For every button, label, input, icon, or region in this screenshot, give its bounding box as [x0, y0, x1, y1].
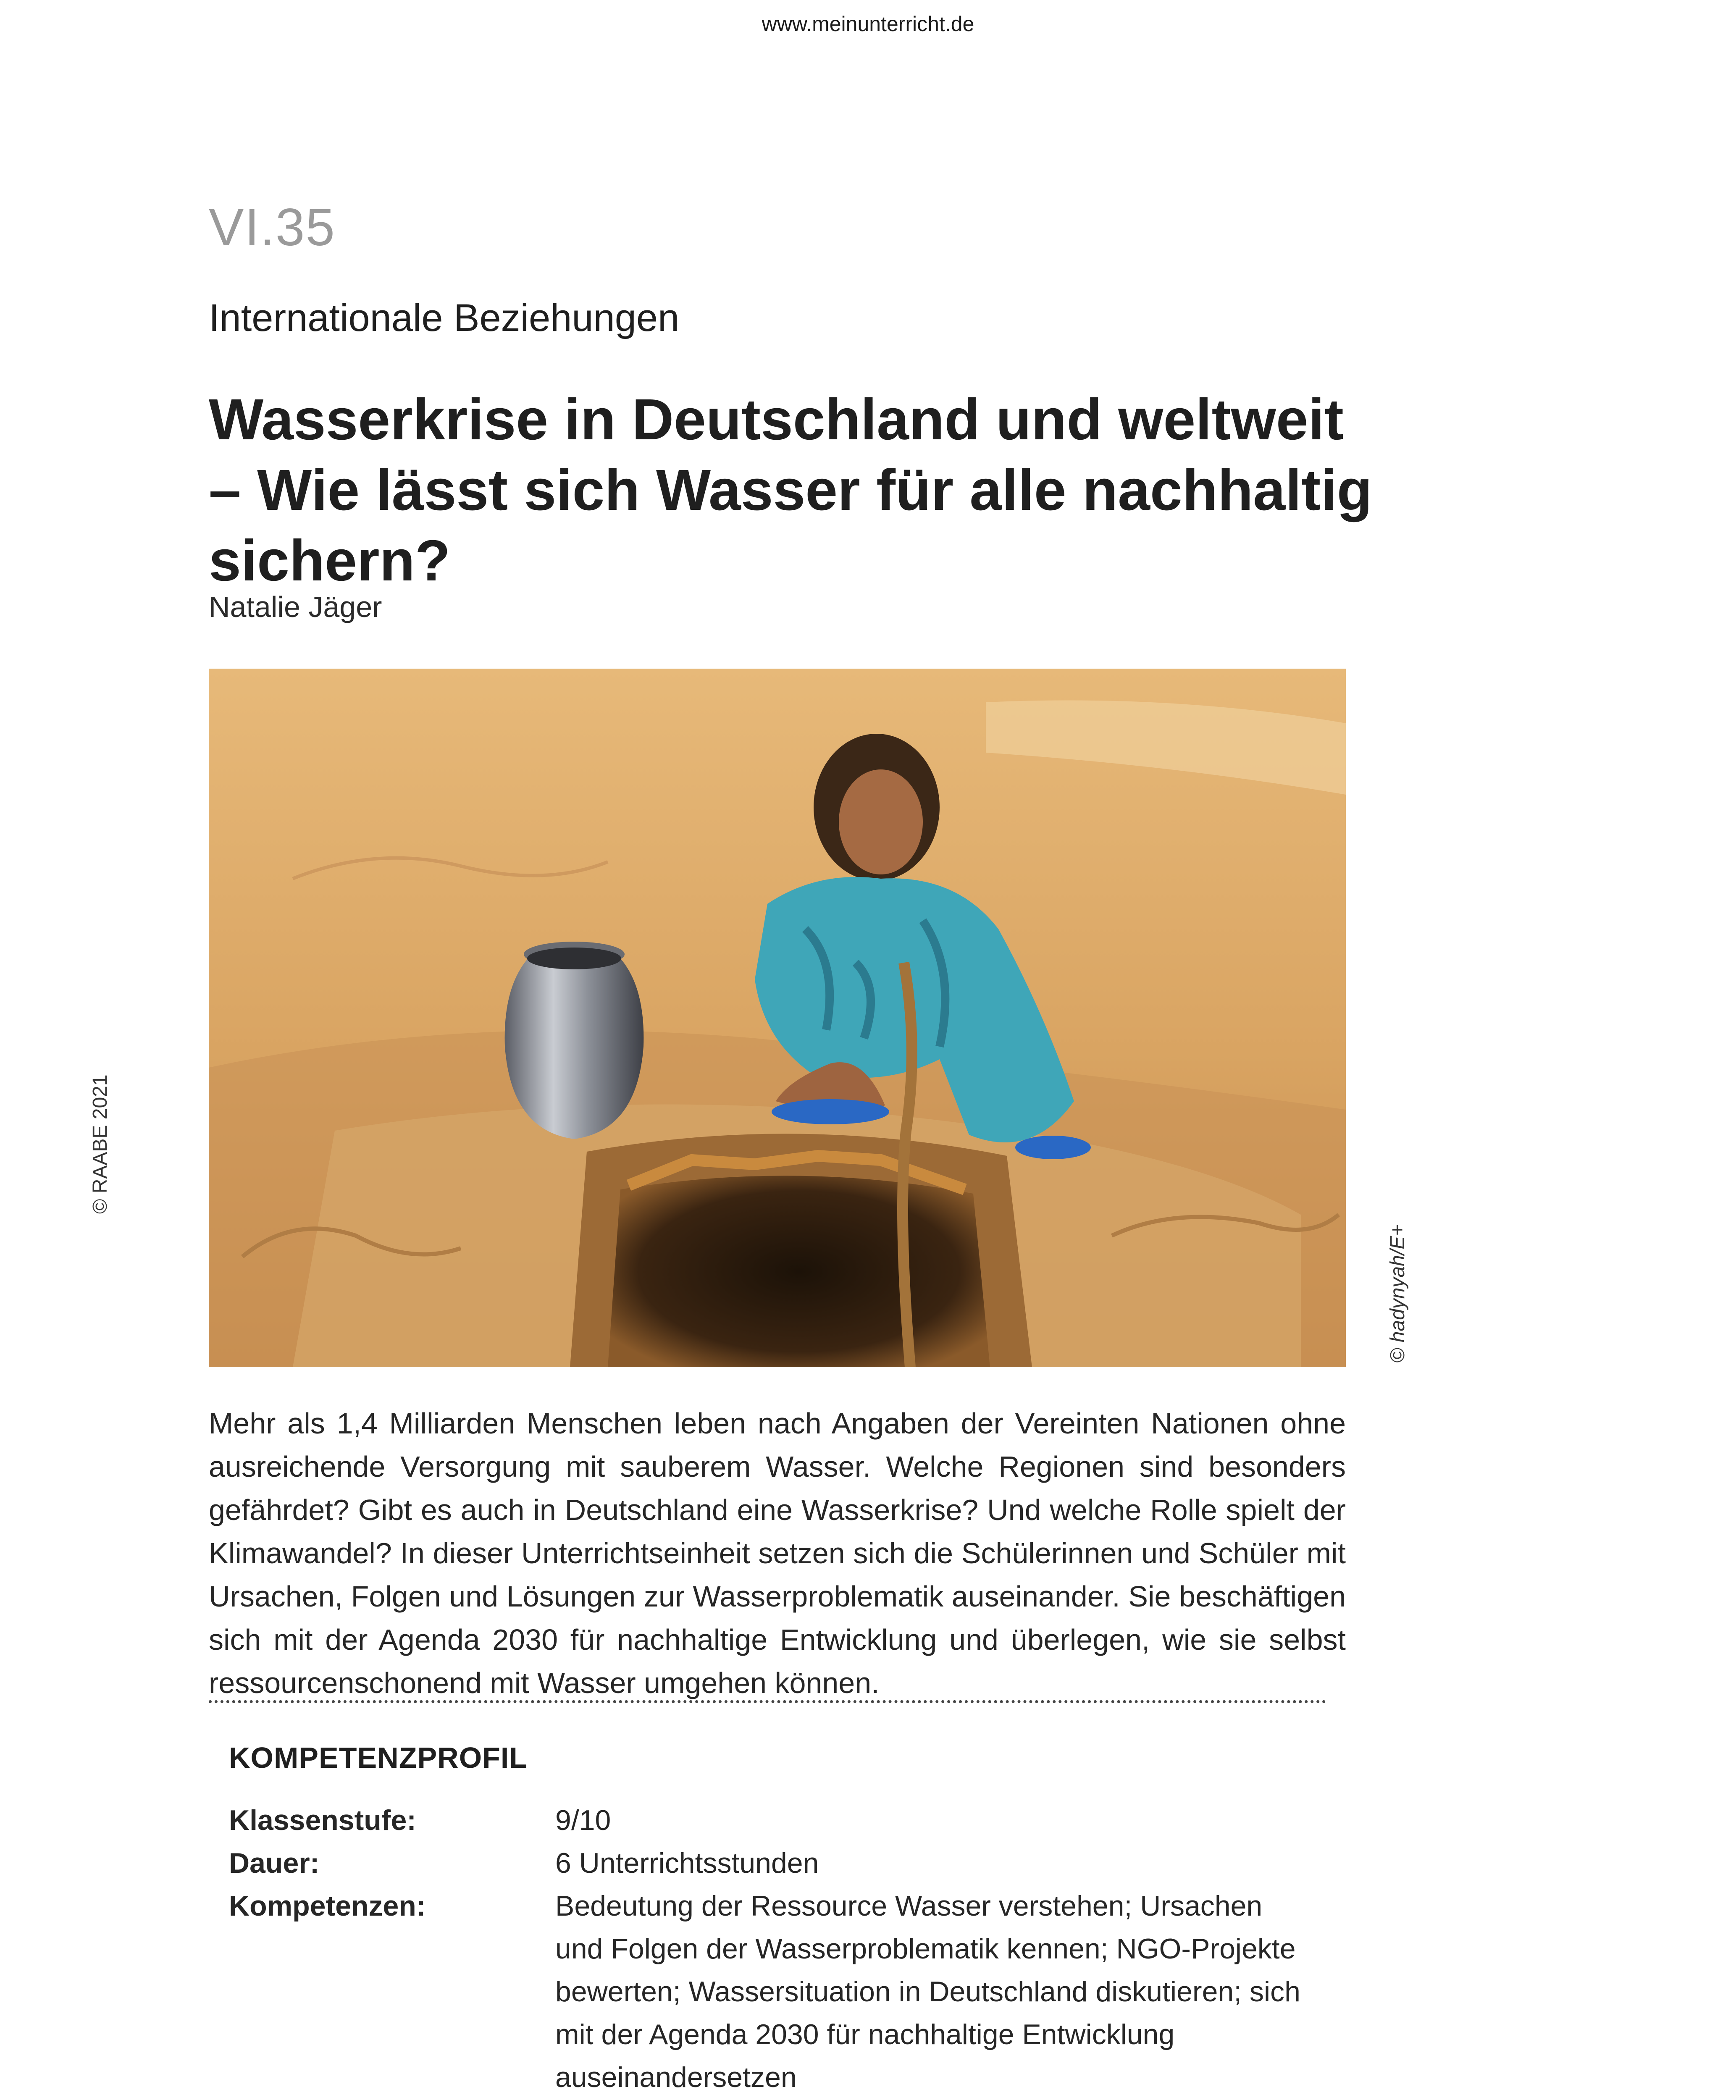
- profile-row: [229, 1799, 1329, 1842]
- page-title: Wasserkrise in Deutschland und weltweit – Wie lässt sich Wasser für alle nachhaltig sichern?: [209, 387, 1372, 593]
- photo-credit: © hadynyah/E+: [1387, 1224, 1409, 1363]
- publisher-copyright: © RAABE 2021: [89, 1074, 111, 1214]
- girl-at-well-photo: [209, 669, 1346, 1367]
- category-heading: Internationale Beziehungen: [209, 297, 680, 339]
- profile-value: 9/10: [555, 1804, 611, 1836]
- competence-profile: [229, 1741, 1329, 2100]
- profile-heading: KOMPETENZPROFIL: [229, 1741, 528, 1774]
- profile-label: Dauer:: [229, 1847, 320, 1879]
- dotted-divider: [209, 1700, 1326, 1703]
- profile-label: Kompetenzen:: [229, 1890, 426, 1922]
- intro-paragraph: Mehr als 1,4 Milliarden Menschen leben nach Angaben der Vereinten Nationen ohne ausreichende Versorgung mit sauberem Wasser. Welche Regionen sind besonders gefährdet? Gibt es auch in Deutschland eine Wasserkrise? Und welche Rolle spielt der Klimawandel? In dieser Unterrichtseinheit setzen sich die Schülerinnen und Schüler mit Ursachen, Folgen und Lösungen zur Wasserproblematik auseinander. Sie beschäftigen sich mit der Agenda 2030 für nachhaltige Entwicklung und überlegen, wie sie selbst ressourcenschonend mit Wasser umgehen können.: [209, 1407, 1346, 1699]
- section-number: VI.35: [209, 198, 336, 257]
- site-url[interactable]: www.meinunterricht.de: [762, 12, 974, 36]
- author-name: Natalie Jäger: [209, 591, 382, 623]
- profile-value: 6 Unterrichtsstunden: [555, 1847, 819, 1879]
- profile-row: [229, 1842, 1329, 1885]
- profile-label: Klassenstufe:: [229, 1804, 416, 1836]
- profile-value: Bedeutung der Ressource Wasser verstehen; Ursachen und Folgen der Wasserproblematik kennen; NGO-Projekte bewerten; Wassersituation in Deutschland diskutieren; sich mit der Agenda 2030 für nachhaltige Entwicklung auseinandersetzen: [555, 1890, 1300, 2093]
- profile-row: [229, 1885, 1329, 2099]
